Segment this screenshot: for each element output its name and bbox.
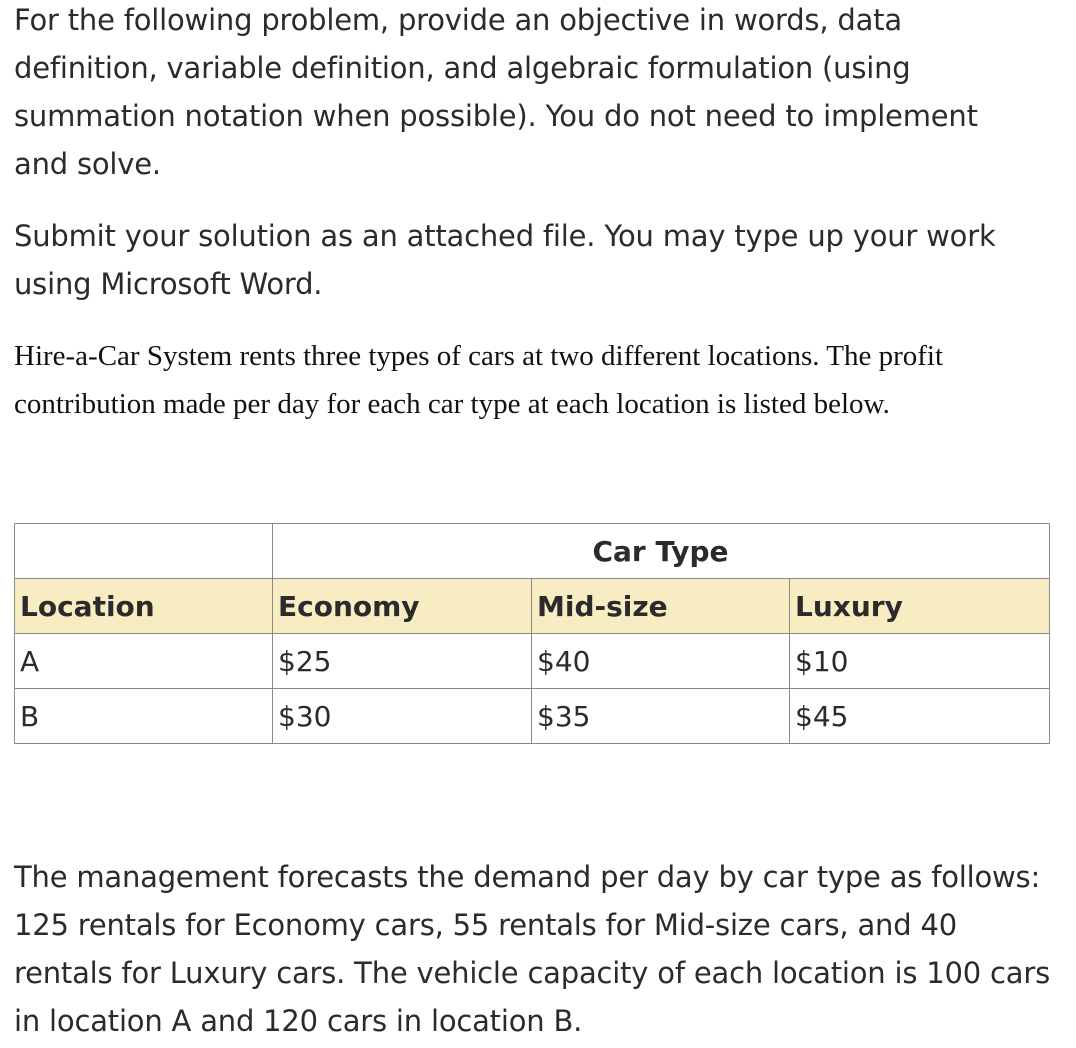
economy-header: Economy (273, 579, 532, 634)
table-header-row (15, 579, 1050, 634)
economy-profit-cell: $25 (273, 634, 532, 689)
submission-paragraph (14, 212, 1064, 308)
empty-corner-cell (15, 524, 273, 579)
luxury-profit-cell: $45 (790, 689, 1050, 744)
luxury-profit-cell: $10 (790, 634, 1050, 689)
location-cell: A (15, 634, 273, 689)
demand-line: 125 rentals for Economy cars, 55 rentals for Mid-size cars, and 40 (14, 908, 957, 942)
demand-line: in location A and 120 cars in location B. (14, 1004, 583, 1038)
instructions-line: and solve. (14, 147, 161, 181)
location-cell: B (15, 689, 273, 744)
demand-line: The management forecasts the demand per day by car type as follows: (14, 860, 1041, 894)
economy-profit-cell: $30 (273, 689, 532, 744)
instructions-paragraph (14, 0, 1064, 188)
submission-line: Submit your solution as an attached file. You may type up your work (14, 219, 996, 253)
location-header: Location (15, 579, 273, 634)
profit-table (14, 523, 1050, 744)
demand-paragraph (14, 853, 1076, 1045)
table-row (15, 634, 1050, 689)
instructions-line: summation notation when possible). You do not need to implement (14, 99, 978, 133)
problem-line: Hire-a-Car System rents three types of cars at two different locations. The profit (14, 340, 944, 372)
problem-line: contribution made per day for each car type at each location is listed below. (14, 388, 890, 420)
submission-line: using Microsoft Word. (14, 267, 323, 301)
midsize-profit-cell: $40 (532, 634, 790, 689)
table-group-header-row (15, 524, 1050, 579)
instructions-line: definition, variable definition, and algebraic formulation (using (14, 51, 911, 85)
luxury-header: Luxury (790, 579, 1050, 634)
demand-line: rentals for Luxury cars. The vehicle capacity of each location is 100 cars (14, 956, 1050, 990)
problem-statement (14, 332, 1064, 428)
instructions-line: For the following problem, provide an objective in words, data (14, 3, 902, 37)
table-row (15, 689, 1050, 744)
midsize-profit-cell: $35 (532, 689, 790, 744)
car-type-header: Car Type (273, 524, 1050, 579)
midsize-header: Mid-size (532, 579, 790, 634)
